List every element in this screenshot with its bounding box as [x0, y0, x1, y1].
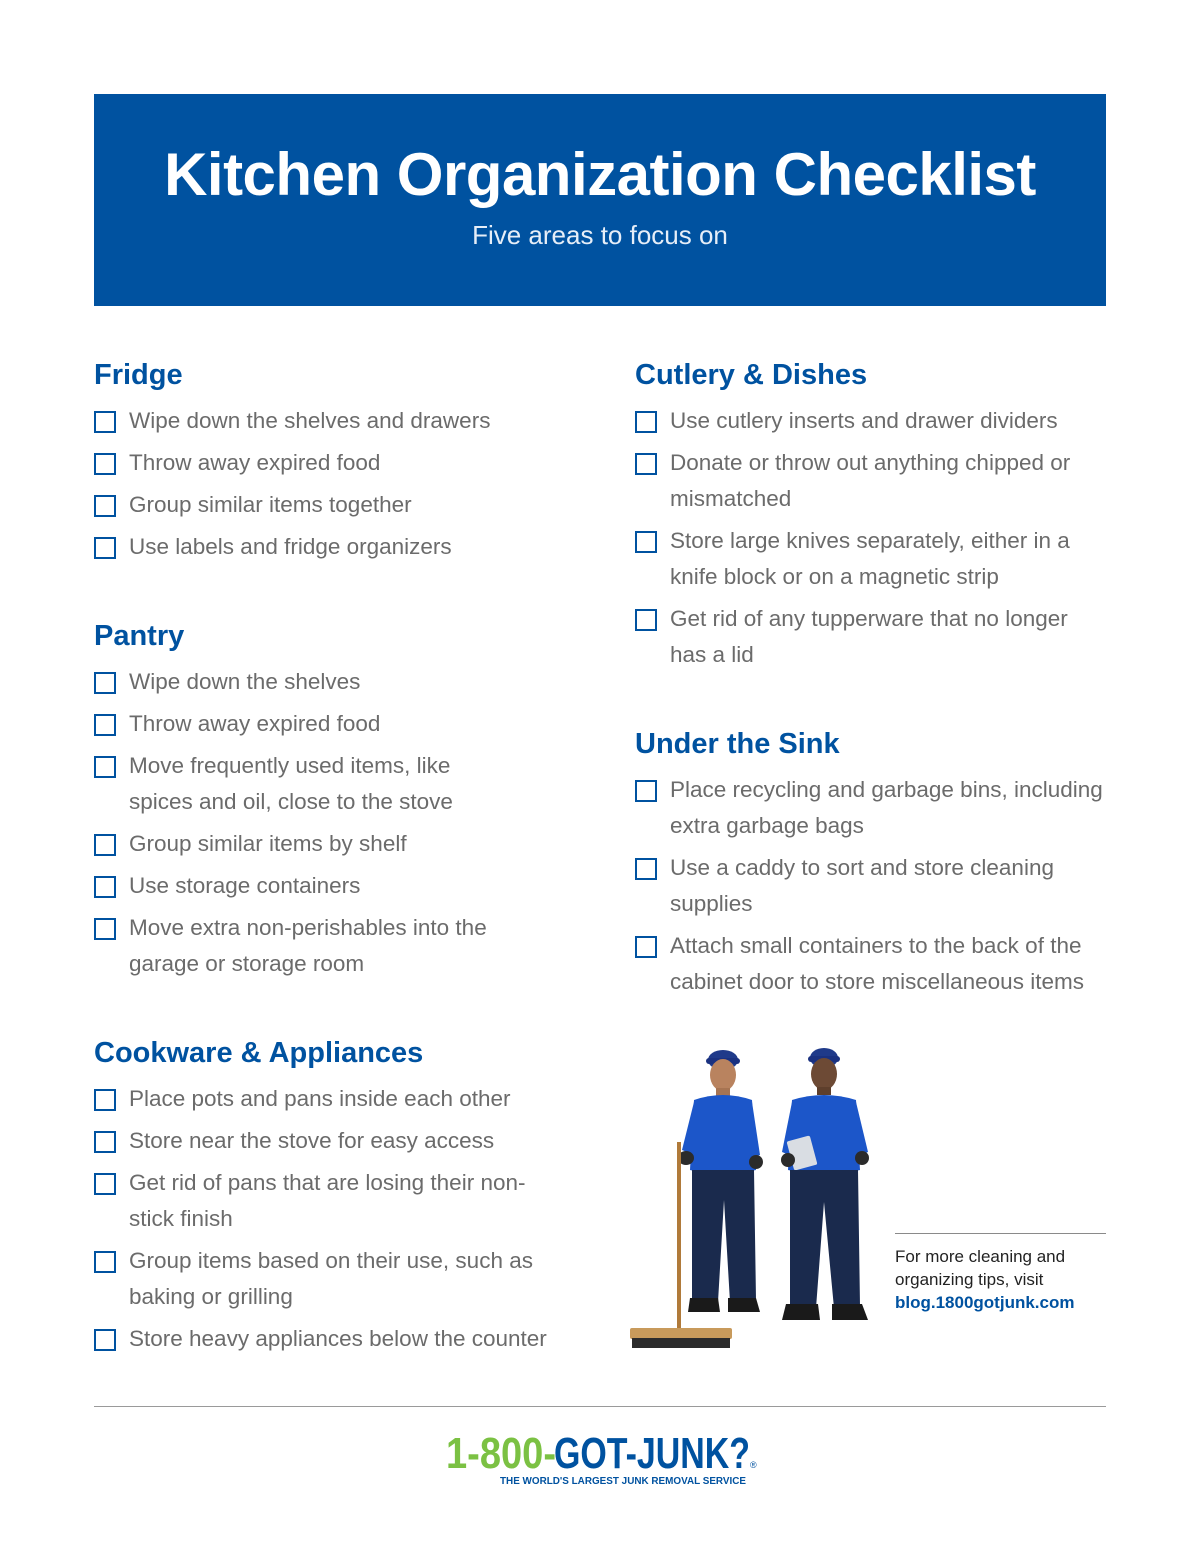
- workers-illustration: [606, 1030, 946, 1370]
- checkbox-icon[interactable]: [94, 918, 116, 940]
- checklist-item[interactable]: [94, 529, 564, 565]
- footer-divider: [94, 1406, 1106, 1407]
- checkbox-icon[interactable]: [94, 453, 116, 475]
- item-label: Group items based on their use, such as baking or grilling: [129, 1248, 533, 1309]
- checkbox-icon[interactable]: [94, 876, 116, 898]
- checkbox-icon[interactable]: [635, 531, 657, 553]
- checklist-item[interactable]: [94, 1321, 564, 1357]
- checklist-item[interactable]: [94, 445, 564, 481]
- item-label: Use cutlery inserts and drawer dividers: [670, 408, 1058, 433]
- item-label: Use storage containers: [129, 873, 361, 898]
- checkbox-icon[interactable]: [635, 936, 657, 958]
- checkbox-icon[interactable]: [94, 834, 116, 856]
- item-label: Use a caddy to sort and store cleaning supplies: [670, 855, 1054, 916]
- checklist-item[interactable]: [94, 868, 494, 904]
- tip-message: For more cleaning and organizing tips, visit: [895, 1247, 1066, 1289]
- checkbox-icon[interactable]: [94, 1131, 116, 1153]
- checklist-item[interactable]: [635, 928, 1115, 1000]
- item-label: Attach small containers to the back of the cabinet door to store miscellaneous items: [670, 933, 1084, 994]
- item-label: Wipe down the shelves and drawers: [129, 408, 491, 433]
- checkbox-icon[interactable]: [94, 756, 116, 778]
- item-label: Move extra non-perishables into the garage or storage room: [129, 915, 487, 976]
- checkbox-icon[interactable]: [94, 495, 116, 517]
- checkbox-icon[interactable]: [635, 453, 657, 475]
- section-title: Cookware & Appliances: [94, 1037, 424, 1069]
- checklist-item[interactable]: [94, 664, 494, 700]
- section-fridge: [94, 357, 564, 571]
- header-banner: [94, 94, 1106, 306]
- company-logo: [446, 1424, 766, 1494]
- item-label: Move frequently used items, like spices and oil, close to the stove: [129, 753, 453, 814]
- checkbox-icon[interactable]: [94, 1251, 116, 1273]
- logo-registered: ®: [750, 1460, 757, 1470]
- checklist-item[interactable]: [635, 445, 1090, 517]
- blog-link[interactable]: blog.1800gotjunk.com: [895, 1293, 1075, 1312]
- item-label: Get rid of any tupperware that no longer has a lid: [670, 606, 1068, 667]
- checklist-item[interactable]: [94, 1165, 564, 1237]
- checkbox-icon[interactable]: [635, 609, 657, 631]
- item-label: Group similar items together: [129, 492, 412, 517]
- item-label: Use labels and fridge organizers: [129, 534, 452, 559]
- checklist-item[interactable]: [94, 487, 564, 523]
- checkbox-icon[interactable]: [635, 858, 657, 880]
- checklist-item[interactable]: [94, 403, 564, 439]
- item-label: Throw away expired food: [129, 450, 381, 475]
- worker-with-tablet: [781, 1048, 869, 1320]
- item-label: Throw away expired food: [129, 711, 381, 736]
- checkbox-icon[interactable]: [94, 1089, 116, 1111]
- item-label: Get rid of pans that are losing their non-stick finish: [129, 1170, 526, 1231]
- checkbox-icon[interactable]: [94, 411, 116, 433]
- item-label: Donate or throw out anything chipped or mismatched: [670, 450, 1071, 511]
- section-under-sink: [635, 726, 1115, 1006]
- checklist-item[interactable]: [635, 772, 1115, 844]
- checklist-item[interactable]: [94, 1081, 564, 1117]
- logo-number: 1-800-: [446, 1429, 556, 1478]
- checklist-item[interactable]: [94, 1123, 564, 1159]
- item-label: Store near the stove for easy access: [129, 1128, 495, 1153]
- item-label: Wipe down the shelves: [129, 669, 361, 694]
- checklist-item[interactable]: [635, 403, 1090, 439]
- tip-text: [895, 1245, 1115, 1314]
- worker-with-broom: [630, 1050, 763, 1348]
- checklist-item[interactable]: [635, 850, 1115, 922]
- checklist-item[interactable]: [94, 706, 494, 742]
- checkbox-icon[interactable]: [635, 411, 657, 433]
- item-label: Store large knives separately, either in a knife block or on a magnetic strip: [670, 528, 1070, 589]
- checklist-item[interactable]: [635, 523, 1090, 595]
- checklist-item[interactable]: [94, 826, 494, 862]
- checkbox-icon[interactable]: [94, 537, 116, 559]
- section-title: Fridge: [94, 359, 183, 391]
- checklist-item[interactable]: [635, 601, 1090, 673]
- page-subtitle: Five areas to focus on: [472, 220, 728, 250]
- checklist-item[interactable]: [94, 748, 494, 820]
- section-title: Under the Sink: [635, 728, 840, 760]
- logo-tagline: THE WORLD'S LARGEST JUNK REMOVAL SERVICE: [500, 1476, 747, 1487]
- tip-divider: [895, 1233, 1106, 1234]
- checklist-item[interactable]: [94, 910, 494, 982]
- section-cookware: [94, 1035, 564, 1363]
- logo-name: GOT-JUNK?: [554, 1429, 750, 1478]
- checkbox-icon[interactable]: [635, 780, 657, 802]
- checkbox-icon[interactable]: [94, 672, 116, 694]
- checkbox-icon[interactable]: [94, 714, 116, 736]
- section-cutlery: [635, 357, 1090, 679]
- checkbox-icon[interactable]: [94, 1173, 116, 1195]
- item-label: Group similar items by shelf: [129, 831, 407, 856]
- section-title: Cutlery & Dishes: [635, 359, 868, 391]
- checklist-item[interactable]: [94, 1243, 564, 1315]
- checkbox-icon[interactable]: [94, 1329, 116, 1351]
- section-title: Pantry: [94, 620, 185, 652]
- section-pantry: [94, 618, 494, 988]
- item-label: Place recycling and garbage bins, including extra garbage bags: [670, 777, 1103, 838]
- item-label: Store heavy appliances below the counter: [129, 1326, 547, 1351]
- item-label: Place pots and pans inside each other: [129, 1086, 511, 1111]
- page-title: Kitchen Organization Checklist: [164, 141, 1036, 208]
